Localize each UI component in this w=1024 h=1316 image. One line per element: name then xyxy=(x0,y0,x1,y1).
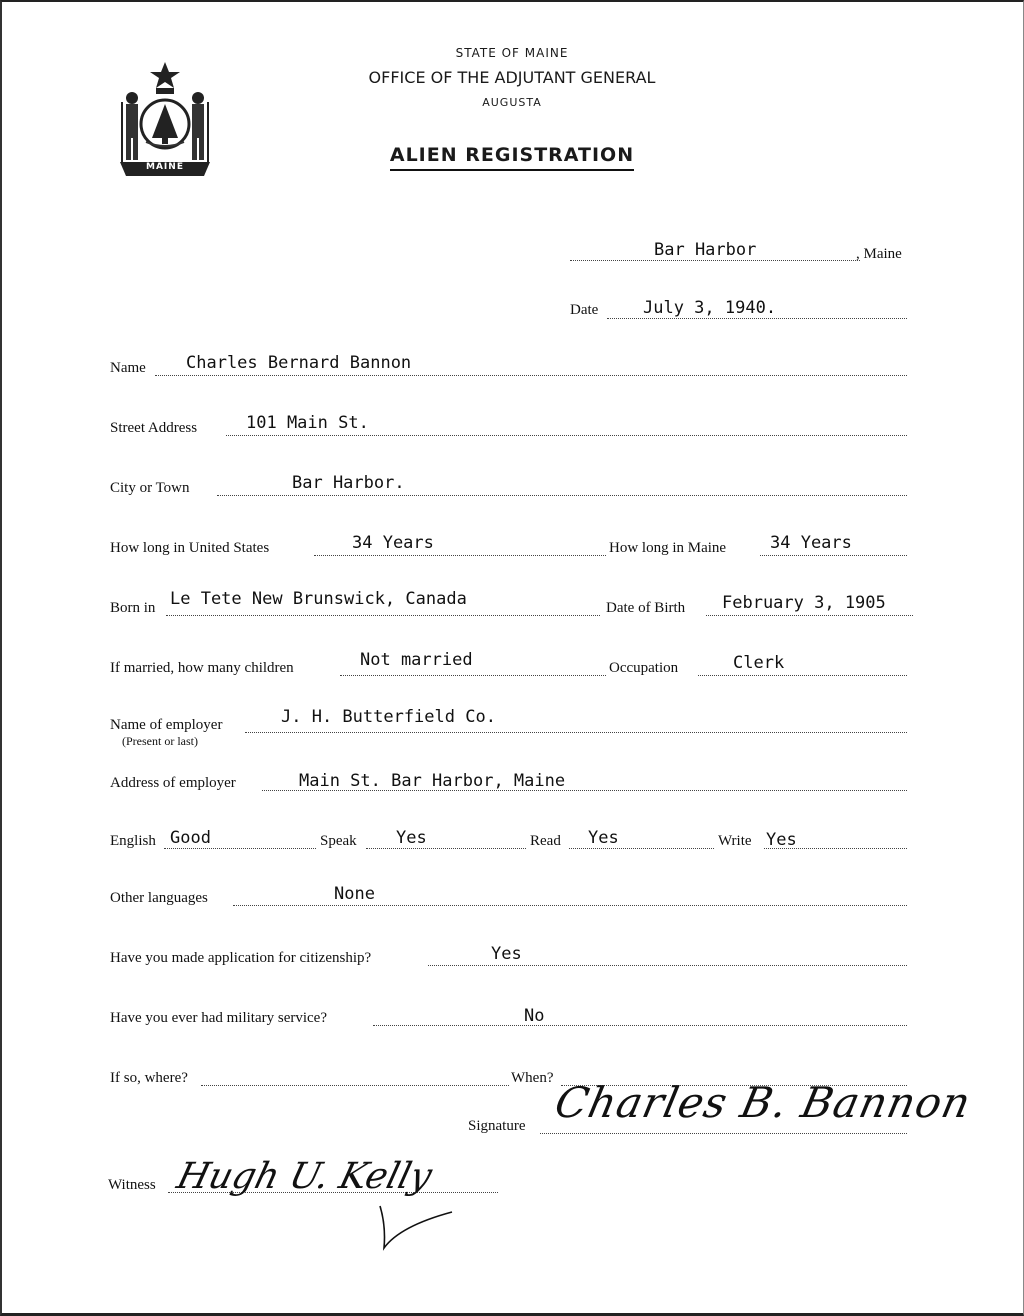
where-line xyxy=(201,1085,509,1086)
signature-value: Charles B. Bannon xyxy=(550,1078,976,1127)
name-value: Charles Bernard Bannon xyxy=(186,353,412,373)
office-heading: OFFICE OF THE ADJUTANT GENERAL xyxy=(368,68,656,87)
occupation-line xyxy=(698,675,907,676)
read-value: Yes xyxy=(588,828,619,848)
read-line xyxy=(569,848,714,849)
children-value: Not married xyxy=(360,650,473,670)
military-label: Have you ever had military service? xyxy=(110,1010,327,1026)
street-line xyxy=(226,435,907,436)
city-label: City or Town xyxy=(110,480,190,496)
name-line xyxy=(155,375,907,376)
city-value: Bar Harbor. xyxy=(292,473,405,493)
street-label: Street Address xyxy=(110,420,198,436)
employer-address-value: Main St. Bar Harbor, Maine xyxy=(299,771,566,791)
other-languages-value: None xyxy=(334,884,375,904)
citizenship-label: Have you made application for citizenship? xyxy=(110,950,372,966)
speak-value: Yes xyxy=(396,828,427,848)
english-line xyxy=(164,848,316,849)
employer-address-label: Address of employer xyxy=(110,775,236,791)
children-line xyxy=(340,675,606,676)
when-label: When? xyxy=(511,1070,554,1086)
employer-sublabel: (Present or last) xyxy=(122,734,198,748)
us-duration-value: 34 Years xyxy=(352,533,434,553)
military-value: No xyxy=(524,1006,545,1026)
place-value: Bar Harbor xyxy=(654,240,757,260)
date-label: Date xyxy=(570,302,599,318)
write-value: Yes xyxy=(766,830,797,850)
us-duration-line xyxy=(314,555,606,556)
state-heading: STATE OF MAINE xyxy=(455,46,569,60)
born-value: Le Tete New Brunswick, Canada xyxy=(170,589,467,609)
born-line xyxy=(166,615,600,616)
employer-line xyxy=(245,732,907,733)
date-value: July 3, 1940. xyxy=(643,298,777,318)
dob-line xyxy=(706,615,913,616)
other-languages-line xyxy=(233,905,907,906)
witness-value: Hugh U. Kelly xyxy=(172,1156,436,1197)
speak-line xyxy=(366,848,526,849)
form-title xyxy=(0,144,1024,166)
read-label: Read xyxy=(530,833,561,849)
maine-duration-value: 34 Years xyxy=(770,533,852,553)
signature-line xyxy=(540,1133,907,1134)
occupation-value: Clerk xyxy=(733,653,785,673)
place-suffix: , Maine xyxy=(856,246,902,262)
citizenship-line xyxy=(428,965,907,966)
citizenship-value: Yes xyxy=(491,944,522,964)
employer-label: Name of employer xyxy=(110,717,223,733)
dob-value: February 3, 1905 xyxy=(722,593,886,613)
witness-label: Witness xyxy=(108,1177,156,1193)
signature-label: Signature xyxy=(468,1118,526,1134)
english-label: English xyxy=(110,833,156,849)
us-duration-label: How long in United States xyxy=(110,540,270,556)
other-languages-label: Other languages xyxy=(110,890,208,906)
witness-flourish-icon xyxy=(360,1196,460,1256)
english-value: Good xyxy=(170,828,211,848)
occupation-label: Occupation xyxy=(609,660,679,676)
employer-value: J. H. Butterfield Co. xyxy=(281,707,496,727)
children-label: If married, how many children xyxy=(110,660,294,676)
dob-label: Date of Birth xyxy=(606,600,686,616)
place-line xyxy=(570,260,860,261)
write-label: Write xyxy=(718,833,752,849)
city-heading: AUGUSTA xyxy=(482,96,542,109)
military-line xyxy=(373,1025,907,1026)
street-value: 101 Main St. xyxy=(246,413,369,433)
speak-label: Speak xyxy=(320,833,357,849)
city-line xyxy=(217,495,907,496)
name-label: Name xyxy=(110,360,146,376)
maine-duration-label: How long in Maine xyxy=(609,540,727,556)
maine-duration-line xyxy=(760,555,907,556)
form-title-text: ALIEN REGISTRATION xyxy=(390,144,634,171)
where-label: If so, where? xyxy=(110,1070,188,1086)
date-line xyxy=(607,318,907,319)
seal-text: MAINE xyxy=(146,162,184,172)
born-label: Born in xyxy=(110,600,156,616)
